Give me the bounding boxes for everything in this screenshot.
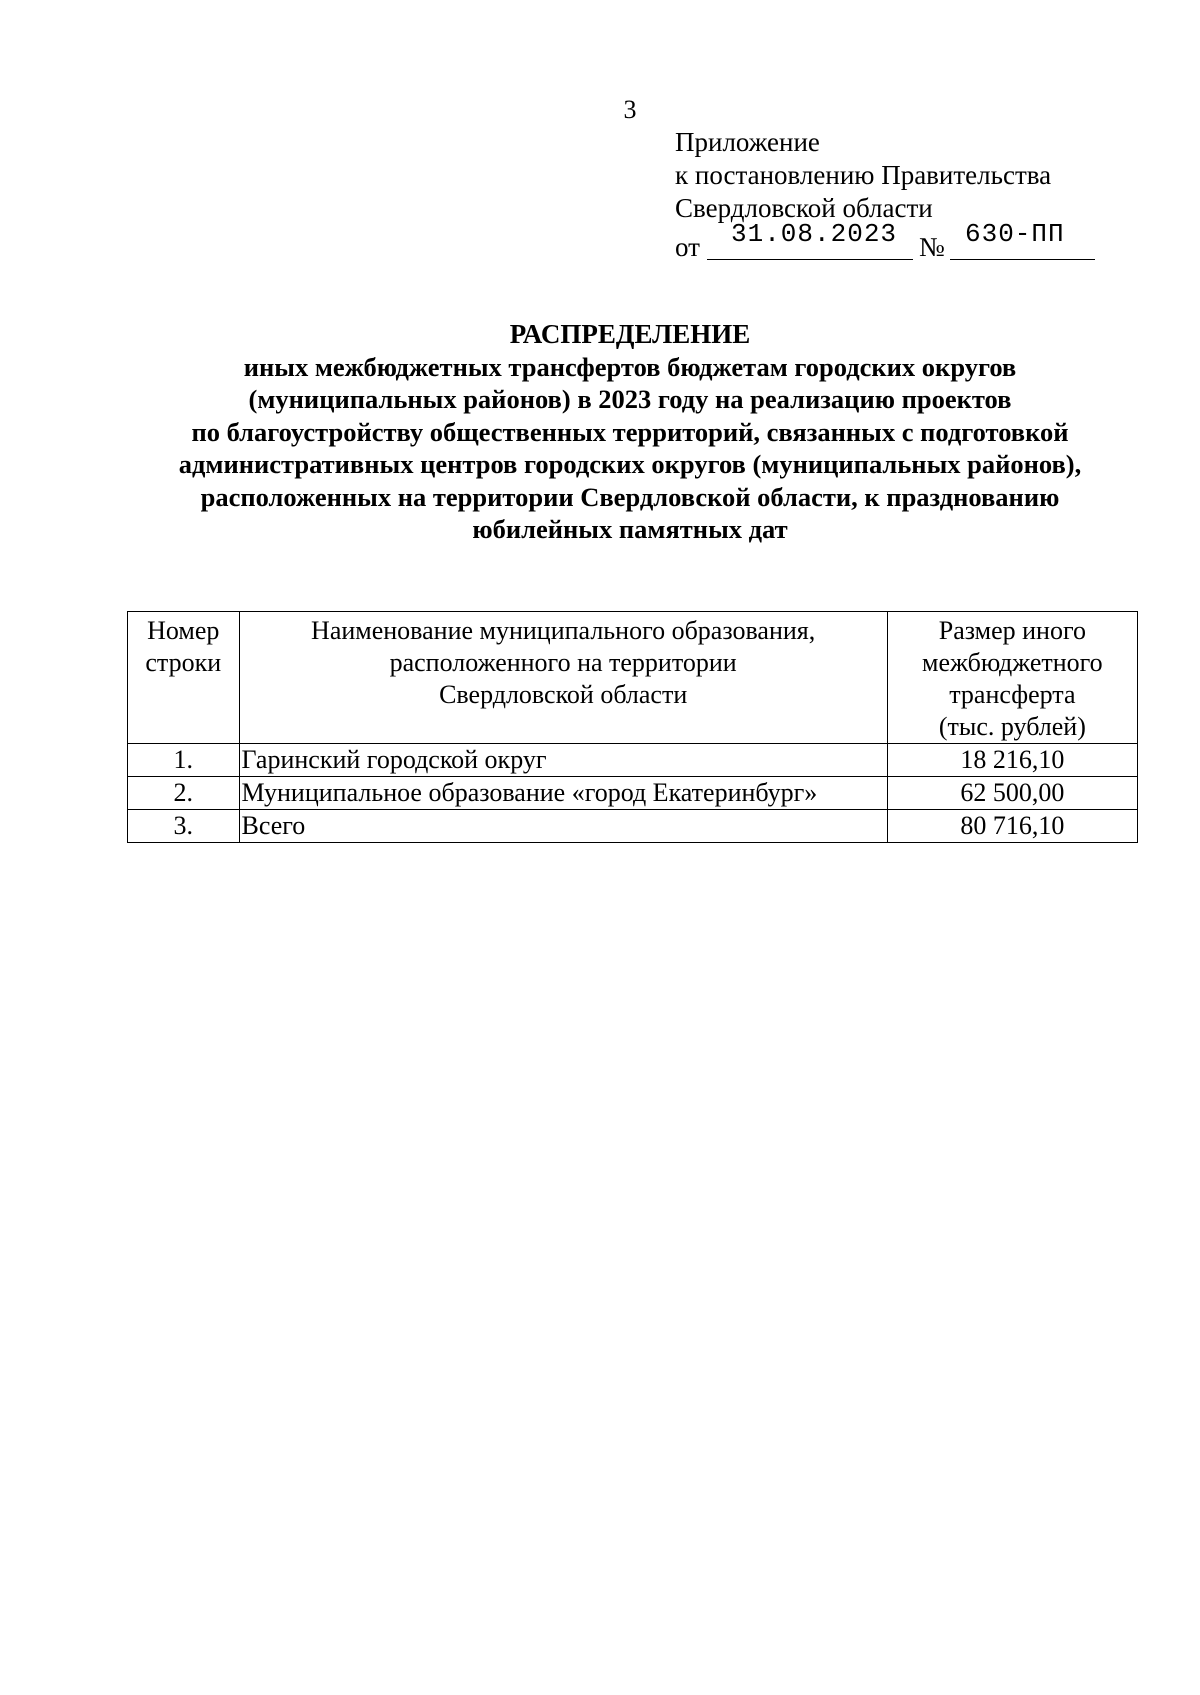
header-text: Номер (147, 616, 220, 645)
header-municipality-name (239, 612, 887, 744)
header-text: Наименование муниципального образования, (311, 616, 816, 645)
distribution-table (127, 611, 1138, 843)
municipality-name: Муниципальное образование «город Екатеринбург» (239, 777, 887, 810)
table-row-total (128, 810, 1138, 843)
table-row (128, 777, 1138, 810)
municipality-name: Гаринский городской округ (239, 744, 887, 777)
transfer-amount: 18 216,10 (887, 744, 1137, 777)
transfer-amount: 62 500,00 (887, 777, 1137, 810)
title-heading: РАСПРЕДЕЛЕНИЕ (509, 319, 751, 349)
number-label: № (919, 232, 945, 262)
number-value: 630-ПП (965, 219, 1065, 249)
row-number: 2. (128, 777, 240, 810)
title-line: административных центров городских округов (муниципальных районов), (178, 449, 1082, 479)
header-text: межбюджетного (922, 648, 1103, 677)
header-text: расположенного на территории (389, 648, 737, 677)
page-number: 3 (623, 95, 637, 124)
title-line: (муниципальных районов) в 2023 году на реализацию проектов (248, 384, 1012, 414)
header-text: Свердловской области (439, 680, 688, 709)
from-label: от (675, 232, 700, 262)
appendix-block (675, 126, 1065, 262)
total-label: Всего (239, 810, 887, 843)
row-number: 1. (128, 744, 240, 777)
title-line: расположенных на территории Свердловской области, к празднованию (200, 481, 1060, 512)
header-text: (тыс. рублей) (938, 712, 1086, 741)
title-line: иных межбюджетных трансфертов бюджетам городских округов (243, 351, 1017, 382)
header-text: трансферта (949, 680, 1076, 709)
document-title (0, 318, 1200, 546)
title-line: юбилейных памятных дат (472, 514, 788, 544)
appendix-date-number-line (675, 219, 1065, 262)
title-line: по благоустройству общественных территорий, связанных с подготовкой (191, 416, 1069, 447)
header-text: строки (145, 648, 222, 677)
table-row (128, 744, 1138, 777)
appendix-resolution: к постановлению Правительства (675, 160, 1052, 190)
header-transfer-size (887, 612, 1137, 744)
appendix-region: Свердловской области (675, 193, 933, 223)
table-header-row (128, 612, 1138, 744)
total-amount: 80 716,10 (887, 810, 1137, 843)
header-row-number (128, 612, 240, 744)
header-text: Размер иного (938, 616, 1086, 645)
appendix-title: Приложение (675, 127, 820, 157)
date-value: 31.08.2023 (731, 219, 898, 249)
row-number: 3. (128, 810, 240, 843)
